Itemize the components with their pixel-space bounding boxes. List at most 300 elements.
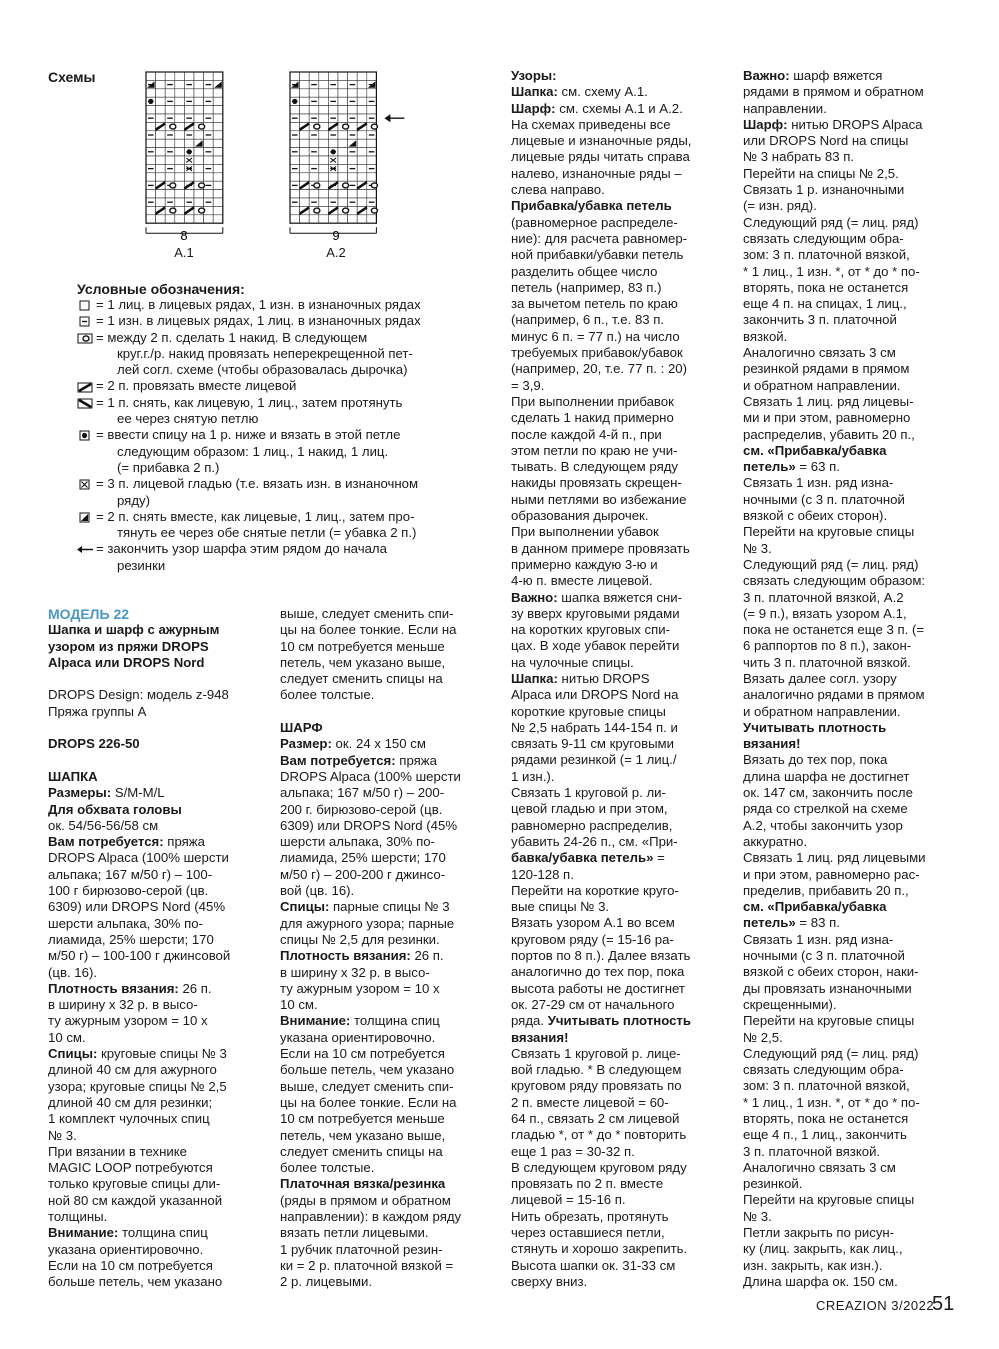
text-line: цы на более тонкие. Если на	[280, 622, 457, 638]
legend-text: = 1 лиц. в лицевых рядах, 1 изн. в изнаночных рядах	[96, 297, 421, 312]
chart-cell	[204, 215, 214, 223]
text-line: Связать 1 круговой р. лице-	[511, 1045, 681, 1061]
text-line: вой гладью. * В следующем	[511, 1062, 682, 1078]
text-line: в ширину х 32 р. в высо-	[280, 964, 430, 980]
text-line: Петли закрыть по рисун-	[743, 1225, 895, 1241]
text-line	[280, 704, 495, 720]
chart-grid	[290, 72, 404, 233]
k2tog-icon	[77, 378, 96, 393]
text-line: лицевой = 15-16 п.	[511, 1192, 626, 1208]
increase-symbol	[292, 99, 297, 104]
text-line: * 1 лиц., 1 изн. *, от * до * по-	[743, 263, 920, 279]
text-line: MAGIC LOOP потребуются	[48, 1160, 213, 1176]
text-line: более толстые.	[280, 1160, 375, 1176]
dash-square-icon	[77, 313, 96, 328]
chart-a2-name: A.2	[326, 245, 346, 260]
text-line: выше, следует сменить спи-	[280, 1078, 454, 1094]
legend-text: = 1 п. снять, как лицевую, 1 лиц., затем протянуть	[96, 394, 403, 410]
text-line: (= 9 п.), вязать узором A.1,	[743, 605, 907, 621]
chart-cell	[319, 139, 329, 147]
chart-cell	[194, 89, 204, 97]
text-line: за вычетом петель по краю	[511, 296, 678, 312]
chart-cell	[319, 148, 329, 156]
text-line: цах. В ходе убавок перейти	[511, 638, 680, 654]
legend-line	[77, 444, 497, 460]
text-line: Узоры:	[511, 68, 557, 83]
legend-line	[77, 541, 497, 557]
chart-cell	[213, 206, 223, 214]
chart-cell	[184, 190, 194, 198]
chart-cell	[357, 148, 367, 156]
text-line: Шапка: нитью DROPS	[511, 670, 650, 686]
legend-text: = закончить узор шарфа этим рядом до начала	[96, 541, 387, 557]
chart-cell	[156, 131, 166, 139]
text-line: ряда. Учитывать плотность	[511, 1013, 691, 1029]
legend	[77, 281, 497, 574]
text-line: 10 см потребуется меньше	[280, 1111, 445, 1127]
legend-text: круг.г./р. накид провязать неперекрещенной пет-	[117, 345, 413, 361]
chart-a2	[284, 68, 414, 243]
text-line: вязания!	[743, 736, 801, 752]
chart-cell	[156, 156, 166, 164]
chart-cell	[319, 97, 329, 105]
text-line: аналогично до тех пор, пока	[511, 964, 685, 980]
chart-cell	[146, 173, 156, 181]
increase-dot-icon	[77, 427, 96, 442]
text-line: Связать 1 изн. ряд изна-	[743, 931, 894, 947]
chart-cell	[338, 156, 348, 164]
text-line: (цв. 16).	[48, 964, 98, 980]
text-line: Связать 1 изн. ряд изна-	[743, 475, 894, 491]
text-line: связать 9-11 см круговыми	[511, 736, 674, 752]
legend-line	[77, 509, 497, 525]
chart-cell	[300, 173, 310, 181]
legend-line	[77, 313, 497, 329]
text-line: Перейти на круговые спицы	[743, 1192, 915, 1208]
text-line: равномерно распределив,	[511, 817, 673, 833]
chart-cell	[213, 106, 223, 114]
chart-cell	[309, 190, 319, 198]
footer-magazine: CREAZION 3/2022	[816, 1298, 935, 1313]
text-line: этом петли по краю не учи-	[511, 442, 678, 458]
text-line: Шарф: см. схемы A.1 и A.2.	[511, 100, 683, 116]
chart-cell	[194, 80, 204, 88]
chart-cell	[156, 80, 166, 88]
text-line: Если на 10 см потребуется	[280, 1046, 445, 1062]
text-line: ту ажурным узором = 10 х	[280, 980, 440, 996]
text-line: ными петлями во избежание	[511, 491, 687, 507]
text-line: 10 см.	[280, 997, 318, 1013]
chart-cell	[357, 89, 367, 97]
text-line: требуемых прибавок/убавок	[511, 345, 683, 361]
chart-cell	[175, 164, 185, 172]
text-line: DROPS Design: модель z-948	[48, 687, 229, 703]
chart-cell	[290, 173, 300, 181]
chart-cell	[290, 139, 300, 147]
chart-cell	[300, 97, 310, 105]
chart-cell	[328, 190, 338, 198]
text-line: ку (лиц. закрыть, как лиц.,	[743, 1241, 903, 1257]
chart-cell	[146, 89, 156, 97]
text-line: альпака; 167 м/50 г) – 100-	[48, 866, 213, 882]
chart-cell	[184, 139, 194, 147]
text-line: на коротких круговых спи-	[511, 622, 670, 638]
chart-cell	[146, 215, 156, 223]
chart-cell	[156, 89, 166, 97]
chart-cell	[357, 156, 367, 164]
text-line: Плотность вязания: 26 п.	[48, 980, 212, 996]
chart-cell	[338, 164, 348, 172]
chart-cell	[156, 72, 166, 80]
chart-cell	[338, 80, 348, 88]
legend-line	[77, 297, 497, 313]
text-line	[48, 671, 268, 687]
text-line: зу вверх круговыми рядами	[511, 605, 680, 621]
text-line: вязкой с обеих сторон, наки-	[743, 964, 919, 980]
text-line: 1 комплект чулочных спиц	[48, 1111, 210, 1127]
chart-cell	[213, 198, 223, 206]
text-line: 1 изн.).	[511, 768, 555, 784]
text-line: (= изн. ряд).	[743, 198, 817, 214]
text-line: больше петель, чем указано	[280, 1062, 455, 1078]
chart-cell	[290, 122, 300, 130]
text-line: В следующем круговом ряду	[511, 1159, 687, 1175]
chart-a1-repeat: 8	[180, 228, 188, 243]
chart-cell	[319, 131, 329, 139]
text-line: 100 г бирюзово-серой (цв.	[48, 883, 209, 899]
text-line: петель, чем указано выше,	[280, 654, 446, 670]
legend-line	[77, 395, 497, 411]
text-line: Внимание: толщина спиц	[48, 1225, 208, 1241]
text-line: * 1 лиц., 1 изн. *, от * до * по-	[743, 1094, 920, 1110]
text-line: в данном примере провязать	[511, 540, 690, 556]
legend-text: резинки	[117, 557, 166, 573]
chart-cell	[328, 215, 338, 223]
text-line: № 3 набрать 83 п.	[743, 149, 855, 165]
yarn-over-symbol	[343, 183, 349, 188]
legend-line	[77, 346, 497, 362]
text-line: ной 80 см каждой указанной	[48, 1192, 223, 1208]
chart-cell	[319, 190, 329, 198]
text-line: 2 п. вместе лицевой = 60-	[511, 1094, 669, 1110]
text-line: № 2,5.	[743, 1029, 783, 1045]
text-line: Длина шарфа ок. 150 см.	[743, 1273, 898, 1289]
chart-cell	[367, 215, 377, 223]
left-arrow-icon	[384, 114, 390, 122]
chart-cell	[319, 72, 329, 80]
text-line: длина шарфа не достигнет	[743, 768, 910, 784]
chart-cell	[175, 215, 185, 223]
yarn-over-symbol	[314, 208, 320, 213]
chart-cell	[194, 190, 204, 198]
text-line: вой (цв. 16).	[280, 883, 355, 899]
text-line: петель» = 63 п.	[743, 459, 840, 475]
chart-cell	[357, 198, 367, 206]
text-line: или DROPS Nord на спицы	[743, 133, 909, 149]
text-line: Важно: шарф вяжется	[743, 68, 883, 83]
text-line: При вязании в технике	[48, 1143, 188, 1159]
text-line: и обратном направлении.	[743, 377, 901, 393]
text-line: связать следующим обра-	[743, 230, 904, 246]
text-line: Если на 10 см потребуется	[48, 1257, 213, 1273]
legend-text: ее через снятую петлю	[117, 411, 259, 427]
chart-cell	[290, 106, 300, 114]
text-line: 200 г. бирюзово-серой (цв.	[280, 801, 443, 817]
text-line: круговом ряду (= 15-16 ра-	[511, 931, 674, 947]
yarn-over-symbol	[199, 124, 205, 129]
text-line: На схемах приведены все	[511, 116, 671, 132]
chart-cell	[194, 156, 204, 164]
text-line: указана ориентировочно.	[48, 1241, 204, 1257]
empty-square-icon	[77, 297, 96, 312]
text-line: ночными (с 3 п. платочной	[743, 948, 905, 964]
chart-cell	[357, 80, 367, 88]
text-line: для ажурного узора; парные	[280, 915, 455, 931]
chart-a2-repeat: 9	[332, 228, 340, 243]
text-line: высота работы не достигнет	[511, 980, 685, 996]
chart-cell	[338, 114, 348, 122]
text-line: длиной 40 см для резинки;	[48, 1094, 213, 1110]
chart-cell	[156, 164, 166, 172]
text-line: после каждой 4-й п., при	[511, 426, 662, 442]
legend-title: Условные обозначения:	[77, 281, 245, 297]
text-line: шерсти альпака, 30% по-	[280, 834, 435, 850]
text-line: 3 п. платочной вязкой, A.2	[743, 589, 904, 605]
chart-cell	[194, 106, 204, 114]
yarn-over-symbol	[199, 208, 205, 213]
text-line: 4-ю п. вместе лицевой.	[511, 573, 653, 589]
chart-cell	[348, 215, 358, 223]
text-line: При выполнении убавок	[511, 524, 659, 540]
text-line: Перейти на короткие круго-	[511, 882, 679, 898]
text-line: налево, изнаночные ряды –	[511, 165, 682, 181]
text-line: петель, чем указано выше,	[280, 1127, 446, 1143]
chart-cell	[213, 190, 223, 198]
chart-cell	[175, 131, 185, 139]
text-line: № 3.	[48, 1127, 77, 1143]
text-line: вторять, пока не останется	[743, 1111, 909, 1126]
chart-cell	[146, 106, 156, 114]
chart-cell	[357, 215, 367, 223]
text-line: указана ориентировочно.	[280, 1029, 436, 1045]
text-line: бавка/убавка петель» =	[511, 850, 665, 866]
chart-cell	[165, 190, 175, 198]
chart-cell	[175, 190, 185, 198]
chart-cell	[328, 72, 338, 80]
chart-cell	[146, 122, 156, 130]
text-line: и при этом, равномерно рас-	[743, 866, 920, 882]
text-line: Связать 1 лиц. ряд лицевыми	[743, 850, 926, 866]
text-line: Внимание: толщина спиц	[280, 1013, 440, 1029]
chart-cell	[357, 131, 367, 139]
chart-cell	[367, 156, 377, 164]
column-1	[48, 606, 268, 1290]
increase-symbol	[148, 99, 153, 104]
chart-cell	[300, 72, 310, 80]
chart-cell	[338, 72, 348, 80]
text-line: DROPS Alpaca (100% шерсти	[280, 768, 461, 784]
chart-cell	[175, 80, 185, 88]
text-line: изн. закрыть, как изн.).	[743, 1257, 883, 1273]
yarn-over-symbol	[343, 208, 349, 213]
chart-cell	[194, 215, 204, 223]
text-line: сверху вниз.	[511, 1273, 588, 1289]
text-line: Аналогично связать 3 см	[743, 345, 896, 361]
chart-cell	[367, 89, 377, 97]
chart-cell	[156, 97, 166, 105]
chart-cell	[300, 139, 310, 147]
legend-line	[77, 525, 497, 541]
chart-cell	[319, 215, 329, 223]
chart-cell	[204, 156, 214, 164]
text-line: лиамида, 25% шерсти; 170	[48, 931, 214, 947]
text-line: следует сменить спицы на	[280, 671, 443, 687]
text-line: Нить обрезать, протянуть	[511, 1208, 669, 1224]
chart-cell	[319, 198, 329, 206]
chart-cell	[175, 156, 185, 164]
text-line: 10 см потребуется меньше	[280, 638, 445, 654]
text-line: чить 3 п. платочной вязкой.	[743, 654, 911, 670]
chart-cell	[290, 206, 300, 214]
chart-cell	[165, 89, 175, 97]
chart-cell	[194, 173, 204, 181]
text-line: Связать 1 лиц. ряд лицевы-	[743, 393, 914, 409]
chart-cell	[319, 164, 329, 172]
text-line: связать следующим образом:	[743, 573, 926, 589]
chart-cell	[156, 148, 166, 156]
chart-cell	[300, 198, 310, 206]
legend-text: = 2 п. провязать вместе лицевой	[96, 378, 297, 394]
chart-cell	[290, 190, 300, 198]
chart-cell	[367, 139, 377, 147]
text-line: Для обхвата головы	[48, 801, 182, 817]
text-line: следует сменить спицы на	[280, 1143, 443, 1159]
text-line: резинкой.	[743, 1176, 803, 1192]
chart-cell	[300, 148, 310, 156]
chart-cell	[328, 89, 338, 97]
legend-line	[77, 411, 497, 427]
text-line: Alpaca или DROPS Nord	[48, 654, 205, 670]
chart-cell	[165, 139, 175, 147]
text-line: слева направо.	[511, 182, 605, 198]
legend-text: = ввести спицу на 1 р. ниже и вязать в этой петле	[96, 427, 401, 443]
legend-text: (= прибавка 2 п.)	[117, 459, 220, 475]
text-line: рядами в прямом и обратном	[743, 84, 924, 100]
text-line: выше, следует сменить спи-	[280, 606, 454, 621]
chart-cell	[213, 97, 223, 105]
text-line: зом: 3 п. платочной вязкой,	[743, 247, 910, 263]
text-line: петель» = 83 п.	[743, 915, 840, 931]
chart-cell	[204, 173, 214, 181]
yarn-over-symbol	[170, 183, 176, 188]
chart-cell	[290, 89, 300, 97]
chart-cell	[290, 156, 300, 164]
chart-cell	[348, 72, 358, 80]
text-line: минус 6 п. = 77 п.) на число	[511, 328, 680, 344]
chart-cell	[348, 156, 358, 164]
chart-cell	[213, 89, 223, 97]
chart-cell	[357, 97, 367, 105]
chart-cell	[213, 139, 223, 147]
legend-text: = 3 п. лицевой гладью (т.е. вязать изн. в изнаночном	[96, 476, 419, 492]
chart-cell	[156, 190, 166, 198]
text-line: вязкой с обеих сторон).	[743, 508, 888, 524]
chart-cell	[300, 106, 310, 114]
chart-cell	[156, 139, 166, 147]
chart-cell	[319, 114, 329, 122]
text-line: (ряды в прямом и обратном	[280, 1192, 451, 1208]
text-line: 2 р. лицевыми.	[280, 1274, 373, 1290]
text-line	[48, 753, 268, 769]
chart-cell	[175, 173, 185, 181]
text-line: Следующий ряд (= лиц. ряд)	[743, 556, 919, 572]
text-line: 1 рубчик платочной резин-	[280, 1241, 443, 1257]
legend-line	[77, 330, 497, 346]
yarn-over-symbol	[371, 124, 377, 129]
chart-cell	[194, 72, 204, 80]
text-line: Платочная вязка/резинка	[280, 1176, 446, 1192]
yarn-over-symbol	[371, 208, 377, 213]
ssk-icon	[77, 509, 96, 524]
legend-line	[77, 476, 497, 492]
chart-cell	[213, 164, 223, 172]
text-line: примерно каждую 3-ю и	[511, 556, 658, 572]
column-3	[511, 68, 726, 1290]
text-line: Вам потребуется: пряжа	[280, 752, 437, 768]
column-4	[743, 68, 958, 1290]
chart-cell	[328, 139, 338, 147]
text-line: 6309) или DROPS Nord (45%	[280, 817, 458, 833]
chart-cell	[348, 106, 358, 114]
chart-cell	[357, 190, 367, 198]
yarn-over-symbol	[199, 183, 205, 188]
text-line: Перейти на круговые спицы	[743, 1013, 915, 1029]
text-line: шерсти альпака, 30% по-	[48, 915, 203, 931]
text-line: гладью *, от * до * повторить	[511, 1127, 687, 1143]
chart-cell	[204, 139, 214, 147]
chart-cell	[213, 114, 223, 122]
chart-cell	[300, 215, 310, 223]
legend-text: = 1 изн. в лицевых рядах, 1 лиц. в изнаночных рядах	[96, 313, 421, 329]
chart-cell	[300, 80, 310, 88]
chart-cell	[156, 198, 166, 206]
chart-cell	[338, 198, 348, 206]
text-line: Прибавка/убавка петель	[511, 198, 672, 214]
text-line: ки = 2 р. платочной вязкой =	[280, 1257, 454, 1273]
text-line: пока не останется еще 3 п. (=	[743, 622, 925, 638]
text-line: вязания!	[511, 1029, 569, 1045]
chart-cell	[204, 190, 214, 198]
yarn-over-symbol	[314, 124, 320, 129]
chart-cell	[213, 131, 223, 139]
text-line: спицы № 2,5 для резинки.	[280, 931, 440, 947]
text-line: еще 4 п., 1 лиц., закончить	[743, 1127, 907, 1143]
chart-cell	[194, 164, 204, 172]
text-line: Вам потребуется: пряжа	[48, 834, 205, 850]
chart-cell	[309, 156, 319, 164]
chart-cell	[175, 106, 185, 114]
text-line: ды провязать изнаночными	[743, 980, 912, 996]
left-arrow-icon	[77, 541, 96, 556]
chart-cell	[165, 106, 175, 114]
text-line: DROPS Alpaca (100% шерсти	[48, 850, 229, 866]
chart-cell	[300, 131, 310, 139]
chart-cell	[213, 148, 223, 156]
legend-line	[77, 493, 497, 509]
text-line: ми и при этом, равномерно	[743, 410, 911, 426]
chart-cell	[194, 198, 204, 206]
chart-cell	[357, 72, 367, 80]
